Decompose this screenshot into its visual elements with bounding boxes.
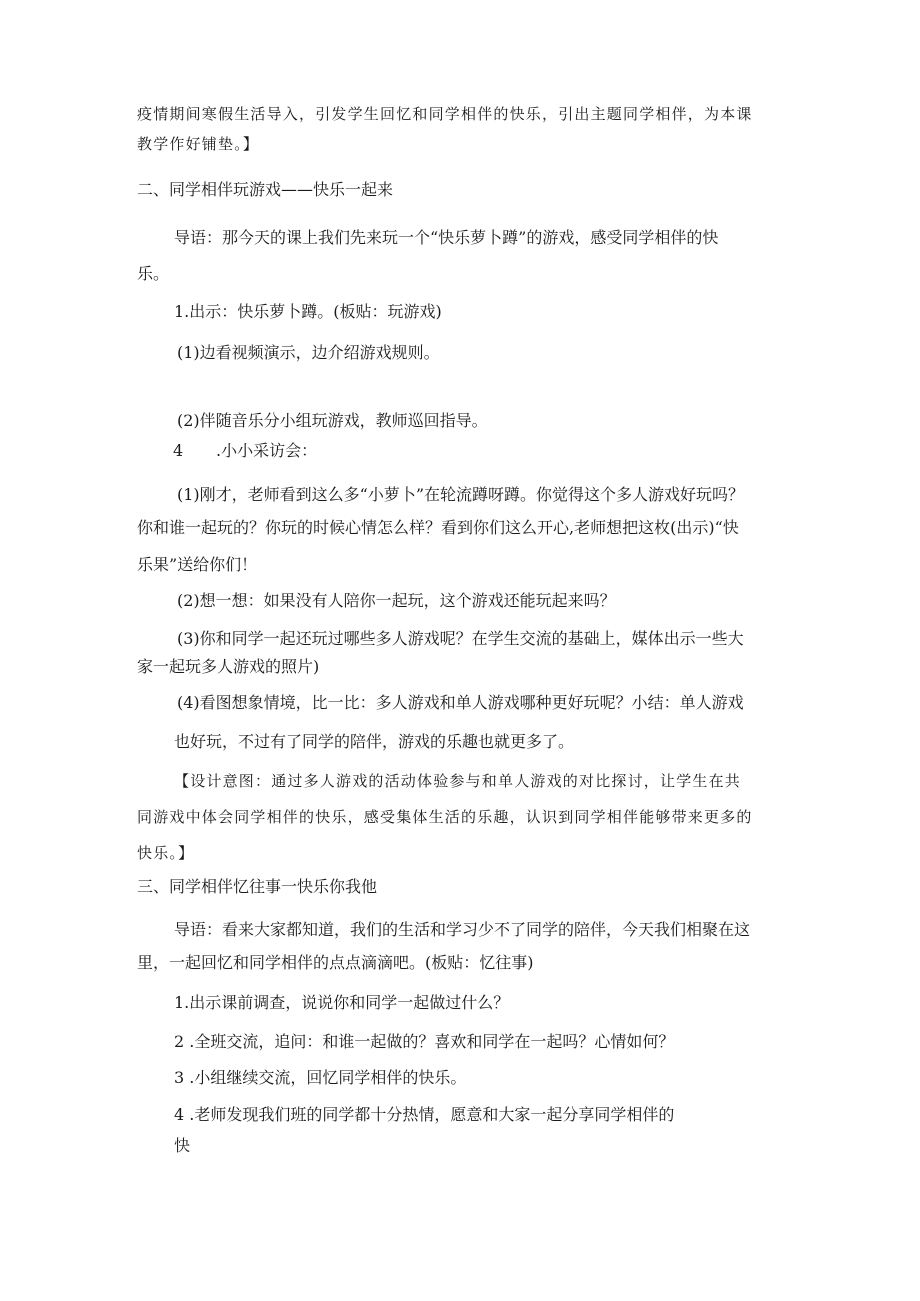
substep-1: (1)边看视频演示，边介绍游戏规则。 (177, 343, 440, 362)
design-intent-line-1: 【设计意图：通过多人游戏的活动体验参与和单人游戏的对比探讨，让学生在共 (174, 772, 742, 790)
interview-q4-line-2: 也好玩，不过有了同学的陪伴，游戏的乐趣也就更多了。 (174, 732, 575, 751)
step-3-1: 1.出示课前调查，说说你和同学一起做过什么？ (174, 993, 510, 1012)
interview-q3-line-1: (3)你和同学一起还玩过哪些多人游戏呢？在学生交流的基础上，媒体出示一些大 (177, 629, 744, 648)
step-3-3: 3 .小组继续交流，回忆同学相伴的快乐。 (174, 1068, 467, 1087)
section-heading-3: 三、同学相伴忆往事一快乐你我他 (137, 877, 378, 896)
intro-line-1: 导语：那今天的课上我们先来玩一个“快乐萝卜蹲”的游戏，感受同学相伴的快 (174, 228, 719, 247)
intro-3-line-1: 导语：看来大家都知道，我们的生活和学习少不了同学的陪伴，今天我们相聚在这 (174, 920, 751, 939)
design-intent-line-2: 同游戏中体会同学相伴的快乐，感受集体生活的乐趣，认识到同学相伴能够带来更多的 (137, 808, 753, 826)
step-4-text: .小小采访会： (216, 441, 318, 460)
step-3-4: 4 .老师发现我们班的同学都十分热情，愿意和大家一起分享同学相伴的 (174, 1105, 675, 1124)
design-note-line-1: 疫情期间寒假生活导入，引发学生回忆和同学相伴的快乐，引出主题同学相伴，为本课 (137, 105, 753, 123)
interview-q1-line-2: 你和谁一起玩的？你玩的时候心情怎么样？看到你们这么开心,老师想把这枚(出示)“快 (137, 518, 739, 537)
interview-q3-line-2: 家一起玩多人游戏的照片) (137, 657, 320, 676)
design-intent-line-3: 快乐。】 (137, 844, 195, 862)
section-heading-2: 二、同学相伴玩游戏——快乐一起来 (137, 180, 394, 199)
intro-line-2: 乐。 (137, 264, 170, 283)
design-note-line-2: 教学作好铺垫。】 (137, 135, 260, 153)
intro-3-line-2: 里，一起回忆和同学相伴的点点滴滴吧。(板贴：忆往事) (137, 953, 534, 972)
interview-q2: (2)想一想：如果没有人陪你一起玩，这个游戏还能玩起来吗？ (177, 591, 616, 610)
step-3-2: 2 .全班交流，追问：和谁一起做的？喜欢和同学在一起吗？心情如何？ (174, 1032, 675, 1051)
step-number-4: 4 (173, 441, 184, 460)
interview-q4-line-1: (4)看图想象情境，比一比：多人游戏和单人游戏哪种更好玩呢？小结：单人游戏 (177, 693, 744, 712)
step-3-4-continued: 快 (174, 1136, 191, 1155)
interview-q1-line-3: 乐果”送给你们！ (137, 555, 258, 574)
interview-q1-line-1: (1)刚才，老师看到这么多“小萝卜”在轮流蹲呀蹲。你觉得这个多人游戏好玩吗？ (177, 485, 745, 504)
substep-2: (2)伴随音乐分小组玩游戏，教师巡回指导。 (177, 411, 488, 430)
step-1: 1.出示：快乐萝卜蹲。(板贴：玩游戏) (174, 302, 442, 321)
